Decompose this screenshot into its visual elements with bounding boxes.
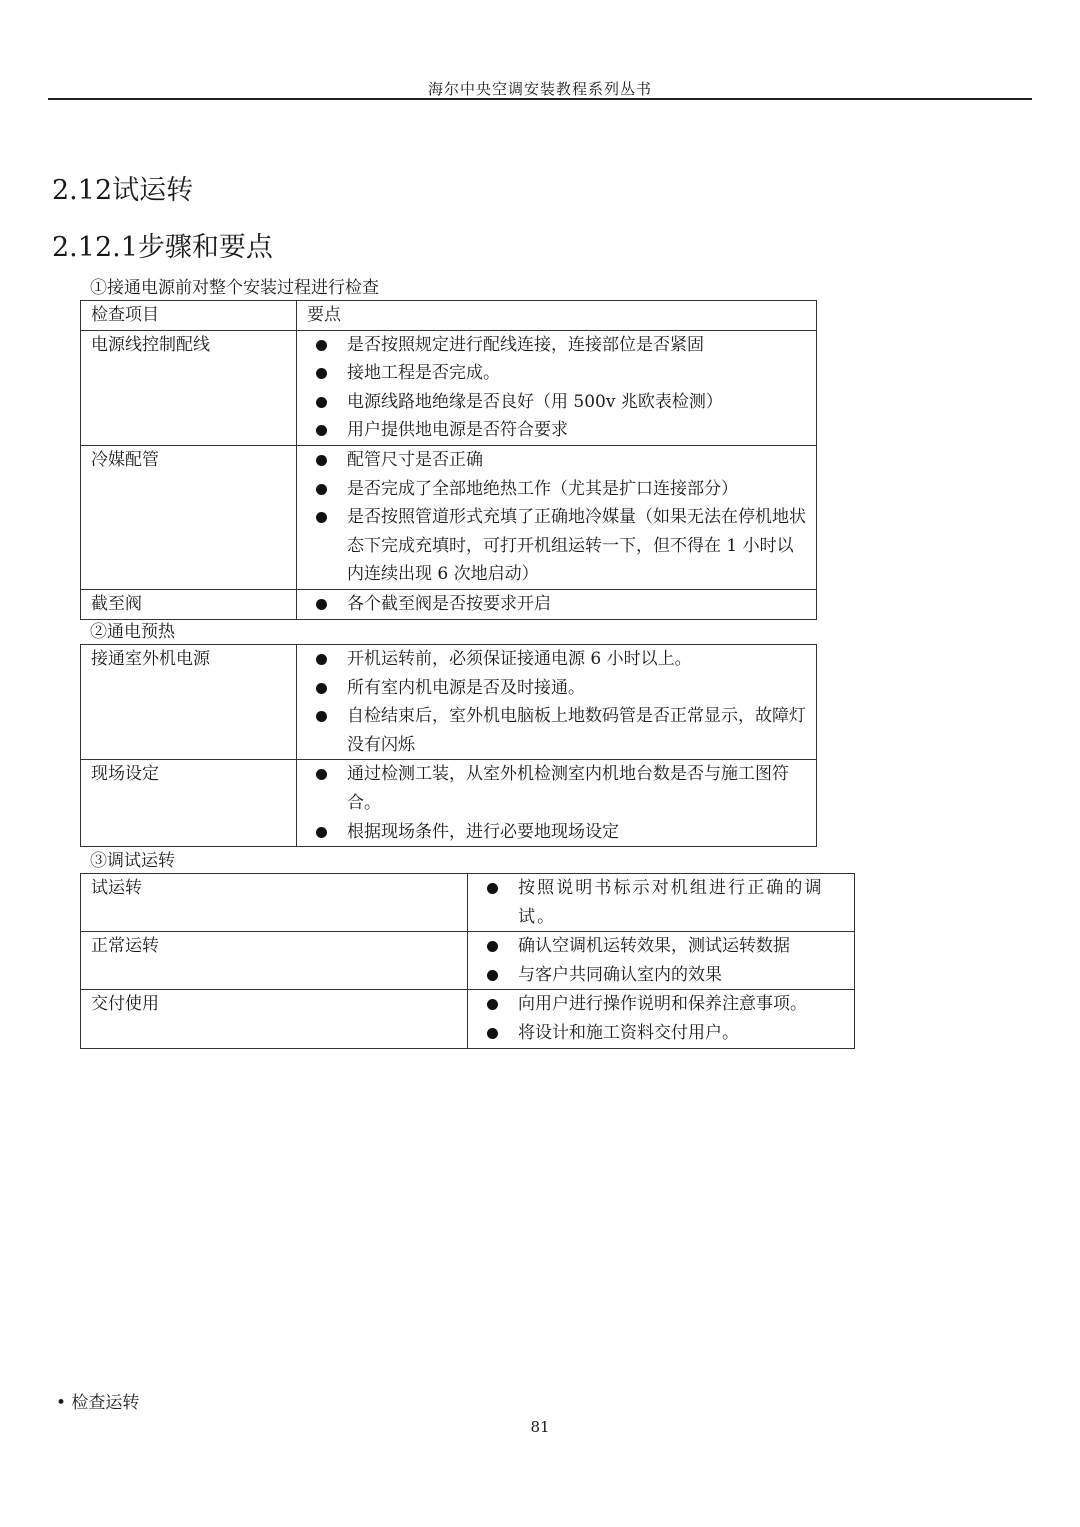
point-text: 将设计和施工资料交付用户。 (518, 1022, 739, 1043)
list-item (307, 388, 808, 417)
step2-table (80, 644, 817, 847)
header-cell-points: 要点 (297, 301, 817, 331)
check-item: 接通室外机电源 (81, 645, 297, 760)
list-item (478, 1019, 846, 1048)
check-points (468, 932, 855, 990)
point-text: 是否按照管道形式充填了正确地冷媒量（如果无法在停机地状态下完成充填时，可打开机组运转一下，但不得在 1 小时以内连续出现 6 次地启动） (347, 507, 806, 585)
bullet-icon (487, 941, 498, 952)
point-text: 与客户共同确认室内的效果 (518, 964, 722, 985)
point-text: 用户提供地电源是否符合要求 (347, 420, 568, 441)
point-text: 自检结束后，室外机电脑板上地数码管是否正常显示，故障灯没有闪烁 (347, 706, 806, 755)
list-item (307, 475, 808, 504)
check-points (468, 874, 855, 932)
table-row (81, 760, 817, 847)
header-rule (48, 98, 1032, 100)
check-item: 正常运转 (81, 932, 468, 990)
point-text: 确认空调机运转效果，测试运转数据 (518, 936, 790, 957)
check-points (468, 990, 855, 1048)
table-row (81, 330, 817, 445)
header-cell-item: 检查项目 (81, 301, 297, 331)
bullet-icon (316, 484, 327, 495)
check-item: 电源线控制配线 (81, 330, 297, 445)
point-text: 所有室内机电源是否及时接通。 (347, 677, 585, 698)
point-text: 开机运转前，必须保证接通电源 6 小时以上。 (347, 649, 692, 669)
page-number: 81 (530, 1418, 550, 1436)
table-row (81, 645, 817, 760)
table-row (81, 874, 855, 932)
point-text: 通过检测工装，从室外机检测室内机地台数是否与施工图符合。 (347, 764, 789, 813)
point-text: 各个截至阀是否按要求开启 (347, 593, 551, 614)
list-item (478, 874, 846, 931)
list-item (307, 359, 808, 388)
step2-caption: ②通电预热 (90, 622, 175, 642)
bullet-icon (316, 654, 327, 665)
bullet-icon (316, 455, 327, 466)
check-item: 交付使用 (81, 990, 468, 1048)
check-item: 冷媒配管 (81, 445, 297, 589)
list-item (307, 503, 808, 589)
check-points (297, 645, 817, 760)
bullet-icon (316, 711, 327, 722)
table-row (81, 445, 817, 589)
bullet-icon (487, 999, 498, 1010)
check-item: 截至阀 (81, 589, 297, 619)
list-item (307, 590, 808, 619)
step1-table (80, 300, 817, 620)
list-item (307, 702, 808, 759)
list-item (307, 818, 808, 847)
point-text: 接地工程是否完成。 (347, 363, 500, 384)
list-item (307, 760, 808, 817)
running-header: 海尔中央空调安装教程系列丛书 (427, 80, 652, 98)
bullet-icon (316, 683, 327, 694)
list-item (307, 446, 808, 475)
list-item (307, 416, 808, 445)
bullet-icon (316, 397, 327, 408)
point-text: 电源线路地绝缘是否良好（用 500v 兆欧表检测） (347, 391, 723, 412)
bullet-icon (487, 883, 498, 894)
list-item (307, 331, 808, 360)
list-item (478, 961, 846, 990)
bullet-icon (316, 425, 327, 436)
bullet-icon (316, 599, 327, 610)
table-header-row (81, 301, 817, 331)
check-points (297, 330, 817, 445)
list-item (307, 645, 808, 674)
section-title: 2.12试运转 (52, 175, 194, 206)
check-item: 现场设定 (81, 760, 297, 847)
point-text: 向用户进行操作说明和保养注意事项。 (518, 994, 807, 1015)
table-row (81, 589, 817, 619)
list-item (478, 990, 846, 1019)
table-row (81, 932, 855, 990)
point-text: 是否按照规定进行配线连接，连接部位是否紧固 (347, 334, 704, 355)
point-text: 根据现场条件，进行必要地现场设定 (347, 821, 619, 842)
bullet-icon (316, 512, 327, 523)
subsection-title: 2.12.1步骤和要点 (52, 232, 273, 263)
bullet-icon (316, 769, 327, 780)
step1-caption: ①接通电源前对整个安装过程进行检查 (90, 278, 379, 298)
bullet-icon (316, 340, 327, 351)
check-points (297, 445, 817, 589)
point-text: 按照说明书标示对机组进行正确的调试。 (518, 878, 824, 927)
check-points (297, 760, 817, 847)
check-item: 试运转 (81, 874, 468, 932)
bullet-icon (487, 970, 498, 981)
step3-table (80, 873, 855, 1049)
bullet-icon (487, 1028, 498, 1039)
bullet-icon (316, 827, 327, 838)
step3-caption: ③调试运转 (90, 851, 175, 871)
bullet-icon (316, 368, 327, 379)
table-row (81, 990, 855, 1048)
point-text: 配管尺寸是否正确 (347, 449, 483, 470)
point-text: 是否完成了全部地绝热工作（尤其是扩口连接部分） (347, 478, 738, 499)
footer-note: • 检查运转 (56, 1393, 140, 1413)
list-item (307, 674, 808, 703)
check-points (297, 589, 817, 619)
list-item (478, 932, 846, 961)
